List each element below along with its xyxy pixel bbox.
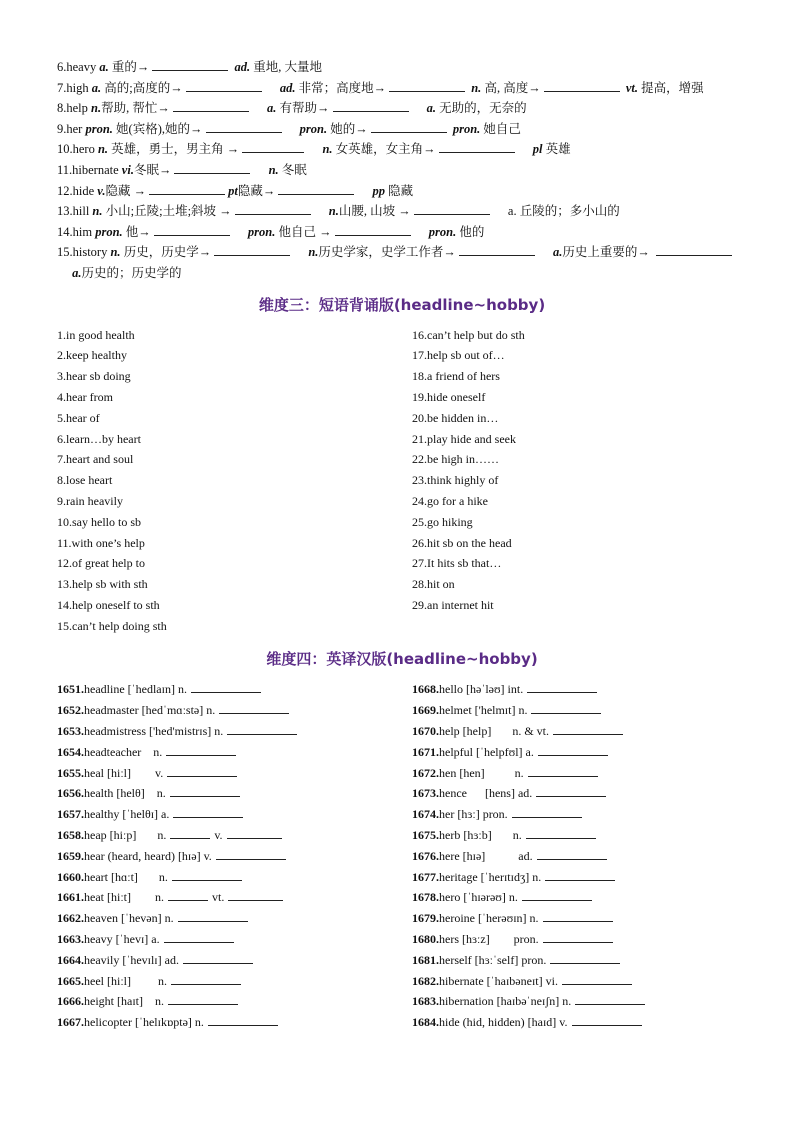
vocab-row <box>57 679 412 700</box>
answer-blank[interactable] <box>543 910 613 922</box>
vocab-column-right <box>412 679 747 1033</box>
vocab-number: 1664. <box>57 952 84 967</box>
meaning: 英雄 <box>545 142 571 157</box>
meaning: 重的→ <box>111 60 150 74</box>
vocab-number: 1653. <box>57 724 84 739</box>
answer-blank[interactable] <box>154 223 230 236</box>
meaning: 冬眠→ <box>133 162 172 177</box>
vocab-word: height [haɪt] n. <box>84 994 164 1009</box>
answer-blank[interactable] <box>216 848 286 860</box>
phrase-item: 25.go hiking <box>412 514 473 529</box>
headword: 6.heavy <box>57 60 97 74</box>
pos: pron. <box>85 121 113 136</box>
meaning: 历史学家，史学工作者→ <box>318 245 456 260</box>
pos: pron. <box>428 224 457 239</box>
vocab-word: heavy [ˈhevɪ] a. <box>84 932 160 947</box>
vocab-word: hence [hens] ad. <box>439 786 533 801</box>
vocab-number: 1657. <box>57 807 84 822</box>
vocab-number: 1676. <box>412 848 439 863</box>
answer-blank[interactable] <box>526 827 596 839</box>
phrase-list <box>57 325 747 637</box>
meaning: 历史，历史学→ <box>123 245 212 260</box>
phrase-item: 7.heart and soul <box>57 452 134 467</box>
vocab-word: hers [hɜːz] pron. <box>439 932 539 947</box>
vocab-row <box>57 887 412 908</box>
phrase-item: 15.can’t help doing sth <box>57 618 167 633</box>
pos: ad. <box>279 80 296 95</box>
phrase-item: 20.be hidden in… <box>412 410 499 425</box>
answer-blank[interactable] <box>414 202 490 215</box>
phrase-item: 24.go for a hike <box>412 493 488 508</box>
phrase-item: 3.hear sb doing <box>57 369 131 384</box>
headword: 11.hibernate <box>57 162 119 177</box>
answer-blank[interactable] <box>227 827 282 839</box>
answer-blank[interactable] <box>219 702 289 714</box>
vocab-word: her [hɜː] pron. <box>439 807 508 822</box>
answer-blank[interactable] <box>531 702 601 714</box>
vocab-number: 1662. <box>57 911 84 926</box>
vocab-number: 1665. <box>57 973 84 988</box>
phrase-item: 17.help sb out of… <box>412 348 505 363</box>
pos: pron. <box>247 224 276 239</box>
answer-blank[interactable] <box>528 765 598 777</box>
phrase-item: 6.learn…by heart <box>57 431 141 446</box>
phrase-item: 26.hit sb on the head <box>412 535 512 550</box>
meaning: 历史上重要的→ <box>562 245 650 260</box>
answer-blank[interactable] <box>170 785 240 797</box>
vocab-number: 1666. <box>57 994 84 1009</box>
vocab-number: 1674. <box>412 807 439 822</box>
vocab-word: hibernate [ˈhaɪbəneɪt] vi. <box>439 973 558 988</box>
vocab-row <box>57 825 412 846</box>
vocab-word: headteacher n. <box>84 744 163 759</box>
answer-blank[interactable] <box>149 182 225 195</box>
pos: n. <box>328 204 339 219</box>
vocab-word: hibernation [haɪbəˈneɪʃn] n. <box>439 994 572 1009</box>
vocab-word: helpful [ˈhelpfʊl] a. <box>439 744 534 759</box>
word-form-line-6 <box>57 57 747 78</box>
vocab-number: 1681. <box>412 952 439 967</box>
answer-blank[interactable] <box>183 952 253 964</box>
vocab-number: 1658. <box>57 828 84 843</box>
word-form-line-12 <box>57 181 747 202</box>
vocab-number: 1684. <box>412 1015 439 1030</box>
vocab-row <box>412 950 747 971</box>
pos: n. <box>92 204 103 219</box>
vocab-number: 1673. <box>412 786 439 801</box>
pos: a. <box>267 101 277 116</box>
pos: pt <box>228 183 238 198</box>
word-form-line-9 <box>57 119 747 140</box>
vocab-number: 1656. <box>57 786 84 801</box>
pos: a. <box>72 265 82 280</box>
answer-blank[interactable] <box>333 99 409 112</box>
vocab-number: 1655. <box>57 765 84 780</box>
vocab-word: hen [hen] n. <box>439 765 524 780</box>
vocab-row <box>57 846 412 867</box>
vocab-word: heal [hiːl] v. <box>84 765 164 780</box>
answer-blank[interactable] <box>167 765 237 777</box>
headword: 12.hide <box>57 183 95 198</box>
vocab-number: 1675. <box>412 828 439 843</box>
vocab-row <box>57 908 412 929</box>
pos: pp <box>372 183 386 198</box>
vocab-row <box>57 991 412 1012</box>
vocab-row <box>412 867 747 888</box>
pos: pron. <box>452 121 481 136</box>
answer-blank[interactable] <box>543 931 613 943</box>
vocab-row <box>412 991 747 1012</box>
answer-blank[interactable] <box>208 1014 278 1026</box>
answer-blank[interactable] <box>550 952 620 964</box>
pos: pl <box>532 142 543 157</box>
worksheet-page <box>57 57 747 1033</box>
vocab-row <box>412 908 747 929</box>
pos: n. <box>110 245 121 260</box>
vocab-column-left <box>57 679 412 1033</box>
vocab-number: 1682. <box>412 973 439 988</box>
phrase-item: 10.say hello to sb <box>57 514 141 529</box>
vocab-pos: vt. <box>211 890 225 905</box>
answer-blank[interactable] <box>227 723 297 735</box>
vocab-number: 1671. <box>412 744 439 759</box>
answer-blank[interactable] <box>278 182 354 195</box>
answer-blank[interactable] <box>575 993 645 1005</box>
word-form-line-8 <box>57 98 747 119</box>
meaning: 隐藏 <box>388 183 414 198</box>
vocab-number: 1677. <box>412 869 439 884</box>
vocab-word: headline [ˈhedlaɪn] n. <box>84 682 187 697</box>
vocab-word: heavily [ˈhevɪlɪ] ad. <box>84 952 179 967</box>
meaning: 小山;丘陵;土堆;斜坡 → <box>105 204 232 219</box>
phrase-item: 9.rain heavily <box>57 493 123 508</box>
vocab-row <box>412 971 747 992</box>
answer-blank[interactable] <box>553 723 623 735</box>
vocab-row <box>412 1012 747 1033</box>
section-three-title: 维度三：短语背诵版(headline~hobby) <box>258 295 546 314</box>
answer-blank[interactable] <box>544 79 620 92</box>
meaning: 帮助, 帮忙→ <box>101 101 170 116</box>
word-forms-section <box>57 57 747 284</box>
answer-blank[interactable] <box>170 827 210 839</box>
pos: a. <box>507 204 517 219</box>
vocab-row <box>57 783 412 804</box>
phrase-item: 2.keep healthy <box>57 348 127 363</box>
meaning: 她的→ <box>330 121 368 136</box>
pos: n. <box>91 101 102 116</box>
vocab-word: heritage [ˈherɪtɪdʒ] n. <box>439 869 542 884</box>
vocab-word: hide (hid, hidden) [haɪd] v. <box>439 1015 568 1030</box>
word-form-line-10 <box>57 139 747 160</box>
meaning: 无助的，无奈的 <box>439 101 527 116</box>
vocab-number: 1679. <box>412 911 439 926</box>
answer-blank[interactable] <box>522 889 592 901</box>
vocab-row <box>412 887 747 908</box>
phrase-column-right <box>412 325 747 637</box>
word-form-line-7 <box>57 78 747 99</box>
answer-blank[interactable] <box>545 869 615 881</box>
vocab-number: 1683. <box>412 994 439 1009</box>
vocab-word: heaven [ˈhevən] n. <box>84 911 174 926</box>
vocab-number: 1660. <box>57 869 84 884</box>
vocab-word: here [hɪə] ad. <box>439 848 533 863</box>
phrase-item: 5.hear of <box>57 410 100 425</box>
vocab-row <box>57 929 412 950</box>
pos: v. <box>97 183 106 198</box>
vocab-number: 1663. <box>57 932 84 947</box>
vocab-row <box>412 804 747 825</box>
vocab-row <box>412 700 747 721</box>
answer-blank[interactable] <box>214 243 290 256</box>
answer-blank[interactable] <box>173 806 243 818</box>
meaning: 隐藏→ <box>237 183 276 198</box>
meaning: 历史的；历史学的 <box>81 265 182 280</box>
vocab-number: 1678. <box>412 890 439 905</box>
word-form-line-11 <box>57 160 747 181</box>
vocab-row <box>57 700 412 721</box>
vocab-number: 1661. <box>57 890 84 905</box>
vocab-word: hear (heard, heard) [hɪə] v. <box>84 848 212 863</box>
vocab-word: headmaster [hedˈmɑːstə] n. <box>84 703 216 718</box>
meaning: 高的;高度的→ <box>104 80 183 95</box>
vocab-row <box>412 679 747 700</box>
meaning: 丘陵的；多小山的 <box>519 204 620 219</box>
vocab-row <box>412 825 747 846</box>
pos: ad. <box>234 60 251 74</box>
answer-blank[interactable] <box>459 243 535 256</box>
vocab-word: heat [hiːt] n. <box>84 890 164 905</box>
answer-blank[interactable] <box>389 79 465 92</box>
phrase-item: 13.help sb with sth <box>57 577 148 592</box>
vocab-word: heel [hiːl] n. <box>84 973 167 988</box>
answer-blank[interactable] <box>371 120 447 133</box>
vocab-number: 1680. <box>412 932 439 947</box>
vocab-row <box>412 763 747 784</box>
vocab-number: 1670. <box>412 724 439 739</box>
vocab-word: heart [hɑːt] n. <box>84 869 168 884</box>
headword: 10.hero <box>57 142 95 157</box>
vocab-number: 1654. <box>57 744 84 759</box>
phrase-item: 1.in good health <box>57 327 135 342</box>
answer-blank[interactable] <box>512 806 582 818</box>
answer-blank[interactable] <box>171 973 241 985</box>
answer-blank[interactable] <box>178 910 248 922</box>
vocab-row <box>412 721 747 742</box>
pos: n. <box>308 245 319 260</box>
vocab-row <box>57 742 412 763</box>
meaning: 英雄，勇士，男主角 → <box>111 142 240 157</box>
vocab-row <box>57 804 412 825</box>
vocab-number: 1667. <box>57 1015 84 1030</box>
vocab-word: hello [həˈləʊ] int. <box>439 682 524 697</box>
pos: a. <box>91 80 102 95</box>
meaning: 冬眠 <box>281 162 307 177</box>
answer-blank[interactable] <box>186 79 262 92</box>
meaning: 提高，增强 <box>641 80 704 95</box>
phrase-column-left <box>57 325 412 637</box>
vocab-number: 1668. <box>412 682 439 697</box>
vocab-word: hero [ˈhɪərəʊ] n. <box>439 890 518 905</box>
meaning: 她(宾格),她的→ <box>116 121 203 136</box>
vocab-row <box>57 721 412 742</box>
pos: n. <box>322 142 333 157</box>
pos: n. <box>471 80 482 95</box>
answer-blank[interactable] <box>206 120 282 133</box>
pos: n. <box>97 142 109 157</box>
headword: 9.her <box>57 121 83 136</box>
vocab-number: 1672. <box>412 765 439 780</box>
section-four-title: 维度四：英译汉版(headline~hobby) <box>266 650 538 669</box>
answer-blank[interactable] <box>168 993 238 1005</box>
vocab-row <box>57 867 412 888</box>
meaning: 非常；高度地→ <box>298 80 387 95</box>
phrase-item: 12.of great help to <box>57 556 145 571</box>
word-form-line-13 <box>57 201 747 222</box>
vocab-word: help [help] n. & vt. <box>439 724 549 739</box>
answer-blank[interactable] <box>172 869 242 881</box>
vocab-row <box>412 846 747 867</box>
vocab-row <box>57 950 412 971</box>
phrase-item: 8.lose heart <box>57 473 113 488</box>
vocab-row <box>412 929 747 950</box>
phrase-item: 19.hide oneself <box>412 389 486 404</box>
vocab-word: helicopter [ˈhelɪkɒptə] n. <box>84 1015 204 1030</box>
meaning: 她自己 <box>483 121 521 136</box>
meaning: 女英雄，女主角→ <box>335 142 436 157</box>
pos: a. <box>553 245 563 260</box>
word-form-line-15 <box>57 242 747 283</box>
headword: 7.high <box>57 80 89 95</box>
vocab-word: herself [hɜːˈself] pron. <box>439 952 547 967</box>
answer-blank[interactable] <box>439 140 515 153</box>
answer-blank[interactable] <box>242 140 304 153</box>
headword: 13.hill <box>57 204 90 219</box>
pos: a. <box>99 60 109 74</box>
answer-blank[interactable] <box>168 889 208 901</box>
answer-blank[interactable] <box>166 744 236 756</box>
vocab-pos: v. <box>214 828 223 843</box>
meaning: 山腰, 山坡 → <box>338 204 411 219</box>
meaning: 他→ <box>125 224 151 239</box>
pos: a. <box>426 101 437 116</box>
vocab-word: helmet ['helmɪt] n. <box>439 703 528 718</box>
pos: vt. <box>625 80 638 95</box>
phrase-item: 4.hear from <box>57 389 113 404</box>
meaning: 高, 高度→ <box>484 80 541 95</box>
vocab-word: heap [hiːp] n. <box>84 828 167 843</box>
answer-blank[interactable] <box>527 681 597 693</box>
vocab-number: 1651. <box>57 682 84 697</box>
meaning: 重地, 大量地 <box>253 60 323 74</box>
meaning: 他的 <box>459 224 485 239</box>
phrase-item: 11.with one’s help <box>57 535 145 550</box>
answer-blank[interactable] <box>235 202 311 215</box>
vocab-row <box>57 763 412 784</box>
answer-blank[interactable] <box>538 744 608 756</box>
vocab-row <box>412 783 747 804</box>
answer-blank[interactable] <box>152 58 228 71</box>
answer-blank[interactable] <box>536 785 606 797</box>
answer-blank[interactable] <box>174 161 250 174</box>
vocab-word: health [helθ] n. <box>84 786 166 801</box>
phrase-item: 22.be high in…… <box>412 452 499 467</box>
vocab-row <box>57 971 412 992</box>
phrase-item: 21.play hide and seek <box>412 431 516 446</box>
vocab-row <box>412 742 747 763</box>
meaning: 他自己 → <box>278 224 332 239</box>
vocab-number: 1659. <box>57 848 84 863</box>
vocab-row <box>57 1012 412 1033</box>
headword: 14.him <box>57 224 93 239</box>
headword: 8.help <box>57 101 88 116</box>
answer-blank[interactable] <box>537 848 607 860</box>
answer-blank[interactable] <box>228 889 283 901</box>
headword: 15.history <box>57 245 108 260</box>
vocab-word: herb [hɜːb] n. <box>439 828 522 843</box>
vocab-word: healthy [ˈhelθɪ] a. <box>84 807 170 822</box>
pos: n. <box>268 162 279 177</box>
vocab-word: heroine [ˈherəʊɪn] n. <box>439 911 539 926</box>
word-form-line-14 <box>57 222 747 243</box>
meaning: 有帮助→ <box>279 101 330 116</box>
vocab-number: 1669. <box>412 703 439 718</box>
vocab-number: 1652. <box>57 703 84 718</box>
answer-blank[interactable] <box>656 243 732 256</box>
answer-blank[interactable] <box>562 973 632 985</box>
phrase-item: 29.an internet hit <box>412 597 494 612</box>
answer-blank[interactable] <box>164 931 234 943</box>
answer-blank[interactable] <box>572 1014 642 1026</box>
phrase-item: 16.can’t help but do sth <box>412 327 525 342</box>
phrase-item: 18.a friend of hers <box>412 369 500 384</box>
answer-blank[interactable] <box>191 681 261 693</box>
pos: vi. <box>121 162 134 177</box>
answer-blank[interactable] <box>335 223 411 236</box>
phrase-item: 14.help oneself to sth <box>57 597 160 612</box>
vocab-word: headmistress ['hed'mistrɪs] n. <box>84 724 224 739</box>
meaning: 隐藏 → <box>105 183 147 198</box>
pos: pron. <box>299 121 328 136</box>
phrase-item: 23.think highly of <box>412 473 499 488</box>
vocab-list <box>57 679 747 1033</box>
answer-blank[interactable] <box>173 99 249 112</box>
phrase-item: 28.hit on <box>412 577 455 592</box>
pos: pron. <box>95 224 123 239</box>
phrase-item: 27.It hits sb that… <box>412 556 502 571</box>
